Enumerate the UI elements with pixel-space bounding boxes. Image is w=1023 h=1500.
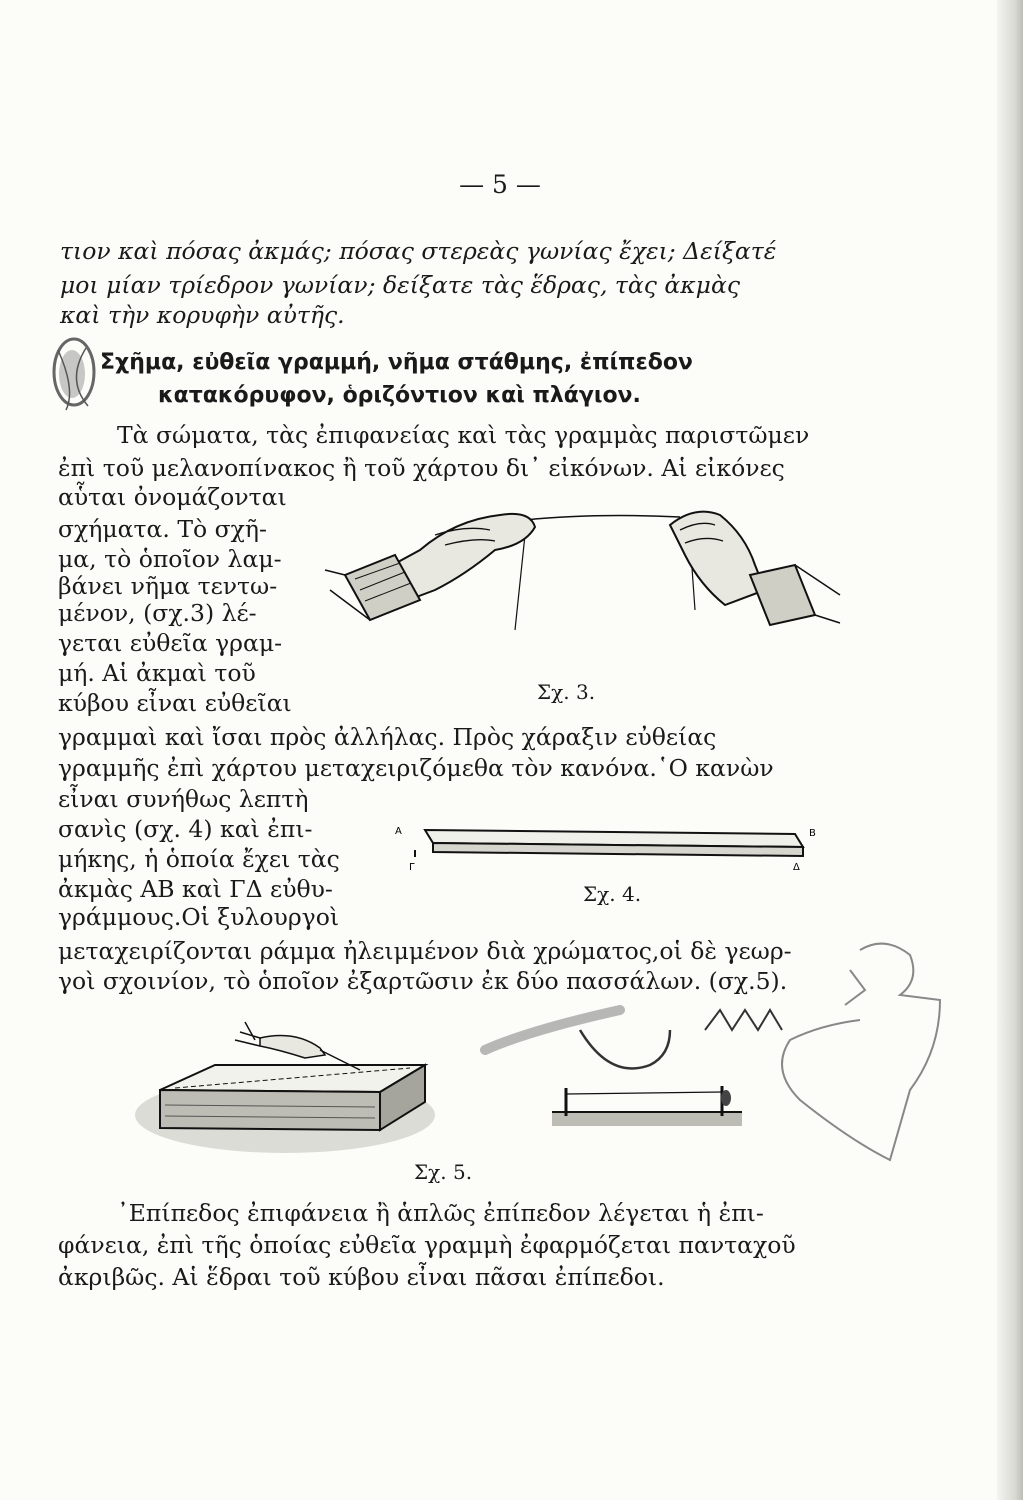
ruler-label-d: Δ bbox=[793, 862, 800, 873]
pencil-doodles bbox=[470, 930, 1005, 1200]
ruler-label-b: Β bbox=[809, 828, 816, 839]
paragraph-line: σχήματα. Τὸ σχῆ- bbox=[58, 515, 267, 543]
intro-line: μοι μίαν τρίεδρον γωνίαν; δείξατε τὰς ἕδρας, τὰς ἀκμὰς bbox=[60, 271, 740, 299]
paragraph-line: γραμμαὶ καὶ ἴσαι πρὸς ἀλλήλας. Πρὸς χάραξιν εὐθείας bbox=[58, 723, 717, 751]
figure-3-hands-thread bbox=[325, 495, 845, 665]
paragraph-line: εἶναι συνήθως λεπτὴ bbox=[58, 785, 309, 813]
paragraph-line: ᾽Επίπεδος ἐπιφάνεια ἢ ἁπλῶς ἐπίπεδον λέγεται ἡ ἐπι- bbox=[117, 1199, 764, 1227]
paragraph-line: γοὶ σχοινίον, τὸ ὁποῖον ἐξαρτῶσιν ἐκ δύο πασσάλων. (σχ.5). bbox=[58, 967, 788, 995]
paragraph-line: μήκης, ἡ ὁποία ἔχει τὰς bbox=[58, 845, 340, 873]
section-heading: κατακόρυφον, ὁριζόντιον καὶ πλάγιον. bbox=[158, 383, 641, 408]
figure-4-ruler bbox=[395, 812, 835, 882]
intro-line: τιον καὶ πόσας ἀκμάς; πόσας στερεὰς γωνίας ἔχει; Δείξατέ bbox=[60, 237, 777, 265]
section-heading: Σχῆμα, εὐθεῖα γραμμή, νῆμα στάθμης, ἐπίπεδον bbox=[100, 350, 693, 375]
paragraph-line: κύβου εἶναι εὐθεῖαι bbox=[58, 689, 292, 717]
ruler-label-g: Γ bbox=[409, 862, 415, 873]
paragraph-line: φάνεια, ἐπὶ τῆς ὁποίας εὐθεῖα γραμμὴ ἐφαρμόζεται πανταχοῦ bbox=[58, 1231, 796, 1259]
figure-3-caption: Σχ. 3. bbox=[537, 680, 596, 704]
paragraph-line: ἐπὶ τοῦ μελανοπίνακος ἢ τοῦ χάρτου δι᾽ εἰκόνων. Αἱ εἰκόνες bbox=[58, 454, 785, 482]
paragraph-line: βάνει νῆμα τεντω- bbox=[58, 572, 278, 600]
paragraph-line: σανὶς (σχ. 4) καὶ ἐπι- bbox=[58, 815, 313, 843]
paragraph-line: ἀκριβῶς. Αἱ ἕδραι τοῦ κύβου εἶναι πᾶσαι ἐπίπεδοι. bbox=[58, 1263, 665, 1291]
ruler-label-a: Α bbox=[395, 826, 402, 837]
paragraph-line: μα, τὸ ὁποῖον λαμ- bbox=[58, 545, 282, 573]
paragraph-line: Τὰ σώματα, τὰς ἐπιφανείας καὶ τὰς γραμμὰς παριστῶμεν bbox=[117, 421, 810, 449]
page-number: — 5 — bbox=[459, 170, 541, 199]
paragraph-line: μή. Αἱ ἀκμαὶ τοῦ bbox=[58, 659, 256, 687]
paragraph-line: ἀκμὰς ΑΒ καὶ ΓΔ εὐθυ- bbox=[58, 875, 333, 903]
pencil-scribble bbox=[36, 330, 116, 420]
figure-5-caption: Σχ. 5. bbox=[414, 1160, 473, 1184]
paragraph-line: γεται εὐθεῖα γραμ- bbox=[58, 629, 283, 657]
figure-4-caption: Σχ. 4. bbox=[583, 882, 642, 906]
intro-line: καὶ τὴν κορυφὴν αὐτῆς. bbox=[60, 301, 345, 329]
figure-5-board bbox=[120, 1010, 460, 1160]
page-edge bbox=[997, 0, 1023, 1500]
paragraph-line: μεταχειρίζονται ράμμα ἠλειμμένον διὰ χρώματος,οἱ δὲ γεωρ- bbox=[58, 937, 792, 965]
paragraph-line: μένον, (σχ.3) λέ- bbox=[58, 599, 257, 627]
paragraph-line: αὗται ὀνομάζονται bbox=[58, 483, 287, 511]
paragraph-line: γράμμους.Οἱ ξυλουργοὶ bbox=[58, 903, 340, 931]
paragraph-line: γραμμῆς ἐπὶ χάρτου μεταχειριζόμεθα τὸν κανόνα.῾Ο κανὼν bbox=[58, 754, 774, 782]
